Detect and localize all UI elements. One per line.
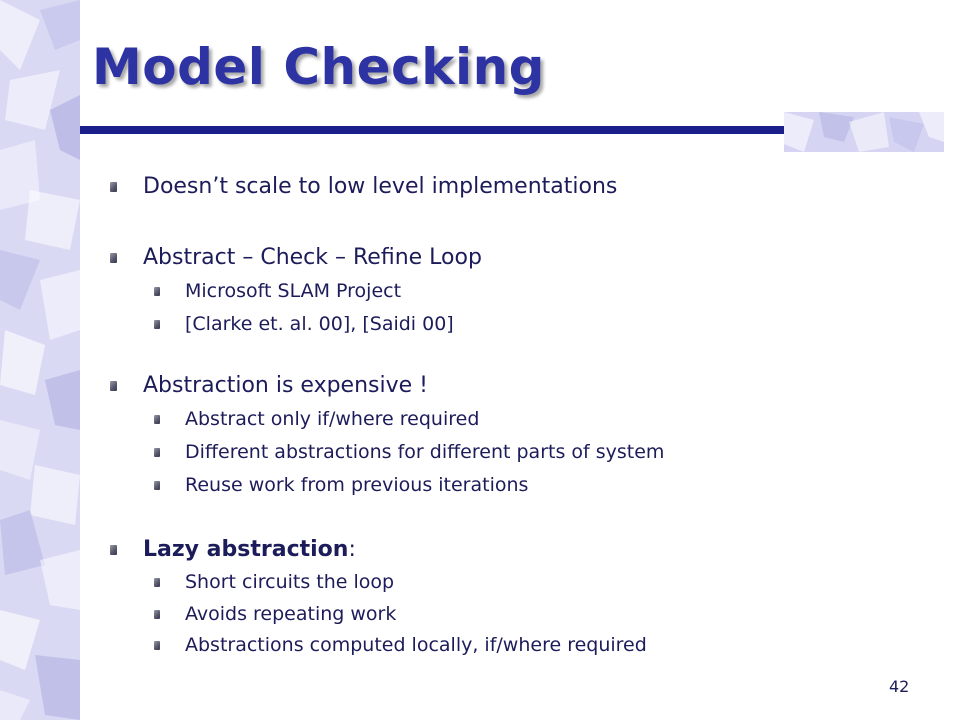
bullet-marker-icon — [110, 381, 117, 391]
bullet-marker-icon — [154, 320, 160, 329]
sub-bullet-text: [Clarke et. al. 00], [Saidi 00] — [185, 313, 454, 335]
sub-bullet-item — [185, 603, 396, 625]
slide-title: Model Checking — [92, 38, 545, 96]
sub-bullet-text: Different abstractions for different parts of system — [185, 441, 665, 463]
bullet-marker-icon — [110, 253, 117, 263]
sub-bullet-item — [185, 474, 528, 496]
bullet-item — [143, 537, 356, 562]
page-number: 42 — [889, 677, 910, 696]
sub-bullet-item — [185, 571, 394, 593]
bullet-text-suffix: : — [348, 537, 356, 562]
bullet-text-bold: Lazy abstraction — [143, 537, 349, 562]
bullet-text: Doesn’t scale to low level implementations — [143, 174, 618, 199]
sub-bullet-text: Microsoft SLAM Project — [185, 280, 402, 302]
bullet-text: Abstract – Check – Refine Loop — [143, 245, 482, 270]
sub-bullet-item — [185, 280, 401, 302]
bullet-marker-icon — [154, 415, 160, 424]
sub-bullet-text: Short circuits the loop — [185, 571, 395, 593]
sub-bullet-item — [185, 313, 454, 335]
sub-bullet-text: Reuse work from previous iterations — [185, 474, 529, 496]
bullet-text: Abstraction is expensive ! — [143, 373, 428, 398]
bullet-marker-icon — [154, 578, 160, 587]
bullet-item — [143, 245, 482, 270]
bullet-marker-icon — [110, 545, 117, 555]
sub-bullet-text: Abstract only if/where required — [185, 408, 480, 430]
bullet-marker-icon — [154, 287, 160, 296]
sub-bullet-item — [185, 634, 647, 656]
bullet-item — [143, 174, 617, 199]
bullet-marker-icon — [154, 481, 160, 490]
bullet-marker-icon — [154, 610, 160, 619]
bullet-item — [143, 373, 428, 398]
sub-bullet-item — [185, 408, 479, 430]
bullet-marker-icon — [154, 641, 160, 650]
bullet-marker-icon — [154, 448, 160, 457]
sub-bullet-text: Avoids repeating work — [185, 603, 397, 625]
sub-bullet-item — [185, 441, 664, 463]
bullet-marker-icon — [110, 182, 117, 192]
sub-bullet-text: Abstractions computed locally, if/where required — [185, 634, 647, 656]
